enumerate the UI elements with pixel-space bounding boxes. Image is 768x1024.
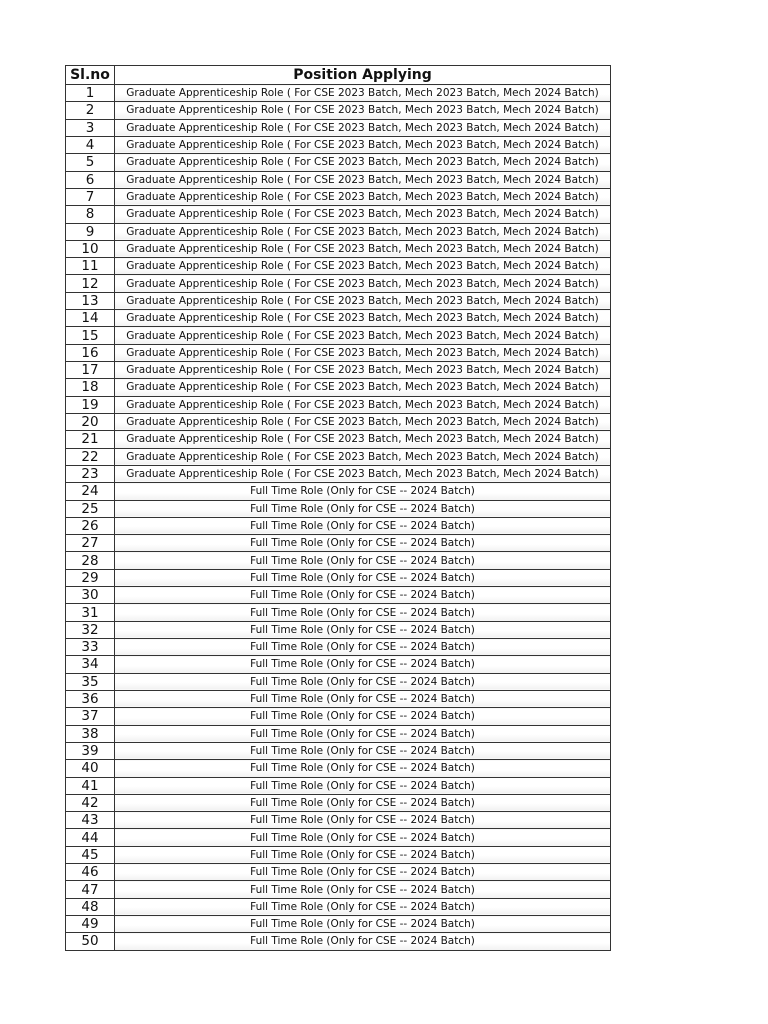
table-row	[66, 379, 611, 396]
position-cell: Full Time Role (Only for CSE -- 2024 Batch)	[115, 639, 611, 656]
serial-number-cell: 25	[66, 500, 115, 517]
serial-number-cell: 27	[66, 535, 115, 552]
serial-number-cell: 50	[66, 933, 115, 950]
position-cell: Full Time Role (Only for CSE -- 2024 Batch)	[115, 725, 611, 742]
serial-number-cell: 17	[66, 362, 115, 379]
table-row	[66, 465, 611, 482]
table-row	[66, 413, 611, 430]
position-cell: Graduate Apprenticeship Role ( For CSE 2023 Batch, Mech 2023 Batch, Mech 2024 Batch)	[115, 223, 611, 240]
table-row	[66, 119, 611, 136]
table-row	[66, 794, 611, 811]
serial-number-cell: 14	[66, 310, 115, 327]
header-slno: Sl.no	[66, 66, 115, 85]
table-row	[66, 102, 611, 119]
position-cell: Full Time Role (Only for CSE -- 2024 Batch)	[115, 621, 611, 638]
position-cell: Graduate Apprenticeship Role ( For CSE 2023 Batch, Mech 2023 Batch, Mech 2024 Batch)	[115, 413, 611, 430]
serial-number-cell: 16	[66, 344, 115, 361]
position-cell: Full Time Role (Only for CSE -- 2024 Batch)	[115, 587, 611, 604]
table-row	[66, 933, 611, 950]
table-row	[66, 760, 611, 777]
serial-number-cell: 29	[66, 569, 115, 586]
table-row	[66, 223, 611, 240]
table-row	[66, 690, 611, 707]
position-cell: Graduate Apprenticeship Role ( For CSE 2023 Batch, Mech 2023 Batch, Mech 2024 Batch)	[115, 119, 611, 136]
serial-number-cell: 46	[66, 864, 115, 881]
position-cell: Full Time Role (Only for CSE -- 2024 Batch)	[115, 569, 611, 586]
position-cell: Graduate Apprenticeship Role ( For CSE 2023 Batch, Mech 2023 Batch, Mech 2024 Batch)	[115, 465, 611, 482]
position-cell: Full Time Role (Only for CSE -- 2024 Batch)	[115, 916, 611, 933]
table-row	[66, 742, 611, 759]
position-cell: Full Time Role (Only for CSE -- 2024 Batch)	[115, 898, 611, 915]
table-row	[66, 310, 611, 327]
table-row	[66, 916, 611, 933]
position-cell: Full Time Role (Only for CSE -- 2024 Batch)	[115, 846, 611, 863]
header-row	[66, 66, 611, 85]
serial-number-cell: 31	[66, 604, 115, 621]
position-cell: Graduate Apprenticeship Role ( For CSE 2023 Batch, Mech 2023 Batch, Mech 2024 Batch)	[115, 396, 611, 413]
table-row	[66, 656, 611, 673]
table-row	[66, 552, 611, 569]
serial-number-cell: 36	[66, 690, 115, 707]
positions-table	[65, 65, 611, 951]
serial-number-cell: 47	[66, 881, 115, 898]
serial-number-cell: 4	[66, 136, 115, 153]
position-cell: Full Time Role (Only for CSE -- 2024 Batch)	[115, 604, 611, 621]
table-row	[66, 725, 611, 742]
table-row	[66, 344, 611, 361]
position-cell: Full Time Role (Only for CSE -- 2024 Batch)	[115, 777, 611, 794]
position-cell: Full Time Role (Only for CSE -- 2024 Batch)	[115, 500, 611, 517]
table-row	[66, 327, 611, 344]
table-row	[66, 154, 611, 171]
position-cell: Graduate Apprenticeship Role ( For CSE 2023 Batch, Mech 2023 Batch, Mech 2024 Batch)	[115, 188, 611, 205]
table-row	[66, 362, 611, 379]
serial-number-cell: 11	[66, 258, 115, 275]
serial-number-cell: 39	[66, 742, 115, 759]
table-row	[66, 240, 611, 257]
serial-number-cell: 22	[66, 448, 115, 465]
serial-number-cell: 42	[66, 794, 115, 811]
serial-number-cell: 19	[66, 396, 115, 413]
serial-number-cell: 35	[66, 673, 115, 690]
serial-number-cell: 26	[66, 517, 115, 534]
serial-number-cell: 49	[66, 916, 115, 933]
table-row	[66, 396, 611, 413]
table-row	[66, 517, 611, 534]
serial-number-cell: 43	[66, 812, 115, 829]
table-row	[66, 292, 611, 309]
position-cell: Graduate Apprenticeship Role ( For CSE 2023 Batch, Mech 2023 Batch, Mech 2024 Batch)	[115, 206, 611, 223]
table-row	[66, 587, 611, 604]
table-row	[66, 777, 611, 794]
position-cell: Graduate Apprenticeship Role ( For CSE 2023 Batch, Mech 2023 Batch, Mech 2024 Batch)	[115, 362, 611, 379]
table-row	[66, 483, 611, 500]
position-cell: Graduate Apprenticeship Role ( For CSE 2023 Batch, Mech 2023 Batch, Mech 2024 Batch)	[115, 448, 611, 465]
header-position: Position Applying	[115, 66, 611, 85]
position-cell: Full Time Role (Only for CSE -- 2024 Batch)	[115, 483, 611, 500]
table-row	[66, 569, 611, 586]
serial-number-cell: 48	[66, 898, 115, 915]
table-row	[66, 171, 611, 188]
table-row	[66, 812, 611, 829]
serial-number-cell: 10	[66, 240, 115, 257]
position-cell: Graduate Apprenticeship Role ( For CSE 2023 Batch, Mech 2023 Batch, Mech 2024 Batch)	[115, 102, 611, 119]
serial-number-cell: 40	[66, 760, 115, 777]
serial-number-cell: 38	[66, 725, 115, 742]
position-cell: Graduate Apprenticeship Role ( For CSE 2023 Batch, Mech 2023 Batch, Mech 2024 Batch)	[115, 154, 611, 171]
serial-number-cell: 30	[66, 587, 115, 604]
serial-number-cell: 12	[66, 275, 115, 292]
serial-number-cell: 5	[66, 154, 115, 171]
table-row	[66, 639, 611, 656]
table-row	[66, 431, 611, 448]
serial-number-cell: 8	[66, 206, 115, 223]
position-cell: Graduate Apprenticeship Role ( For CSE 2023 Batch, Mech 2023 Batch, Mech 2024 Batch)	[115, 431, 611, 448]
serial-number-cell: 3	[66, 119, 115, 136]
position-cell: Full Time Role (Only for CSE -- 2024 Batch)	[115, 881, 611, 898]
serial-number-cell: 15	[66, 327, 115, 344]
table-row	[66, 673, 611, 690]
serial-number-cell: 18	[66, 379, 115, 396]
serial-number-cell: 32	[66, 621, 115, 638]
table-row	[66, 604, 611, 621]
table-row	[66, 206, 611, 223]
table-row	[66, 898, 611, 915]
position-cell: Graduate Apprenticeship Role ( For CSE 2023 Batch, Mech 2023 Batch, Mech 2024 Batch)	[115, 275, 611, 292]
table-row	[66, 621, 611, 638]
serial-number-cell: 21	[66, 431, 115, 448]
serial-number-cell: 9	[66, 223, 115, 240]
position-cell: Full Time Role (Only for CSE -- 2024 Batch)	[115, 742, 611, 759]
serial-number-cell: 28	[66, 552, 115, 569]
position-cell: Graduate Apprenticeship Role ( For CSE 2023 Batch, Mech 2023 Batch, Mech 2024 Batch)	[115, 136, 611, 153]
position-cell: Graduate Apprenticeship Role ( For CSE 2023 Batch, Mech 2023 Batch, Mech 2024 Batch)	[115, 258, 611, 275]
position-cell: Full Time Role (Only for CSE -- 2024 Batch)	[115, 794, 611, 811]
position-cell: Full Time Role (Only for CSE -- 2024 Batch)	[115, 829, 611, 846]
position-cell: Graduate Apprenticeship Role ( For CSE 2023 Batch, Mech 2023 Batch, Mech 2024 Batch)	[115, 310, 611, 327]
position-cell: Full Time Role (Only for CSE -- 2024 Batch)	[115, 517, 611, 534]
table-row	[66, 500, 611, 517]
serial-number-cell: 44	[66, 829, 115, 846]
serial-number-cell: 41	[66, 777, 115, 794]
serial-number-cell: 24	[66, 483, 115, 500]
serial-number-cell: 2	[66, 102, 115, 119]
table-row	[66, 136, 611, 153]
table-row	[66, 829, 611, 846]
position-cell: Graduate Apprenticeship Role ( For CSE 2023 Batch, Mech 2023 Batch, Mech 2024 Batch)	[115, 240, 611, 257]
table-row	[66, 535, 611, 552]
table-row	[66, 188, 611, 205]
table-row	[66, 258, 611, 275]
table-row	[66, 85, 611, 102]
table-row	[66, 275, 611, 292]
serial-number-cell: 7	[66, 188, 115, 205]
position-cell: Graduate Apprenticeship Role ( For CSE 2023 Batch, Mech 2023 Batch, Mech 2024 Batch)	[115, 85, 611, 102]
serial-number-cell: 37	[66, 708, 115, 725]
serial-number-cell: 45	[66, 846, 115, 863]
serial-number-cell: 1	[66, 85, 115, 102]
serial-number-cell: 34	[66, 656, 115, 673]
serial-number-cell: 20	[66, 413, 115, 430]
position-cell: Full Time Role (Only for CSE -- 2024 Batch)	[115, 812, 611, 829]
position-cell: Graduate Apprenticeship Role ( For CSE 2023 Batch, Mech 2023 Batch, Mech 2024 Batch)	[115, 327, 611, 344]
table-row	[66, 448, 611, 465]
table-body	[66, 85, 611, 951]
position-cell: Full Time Role (Only for CSE -- 2024 Batch)	[115, 690, 611, 707]
table-row	[66, 864, 611, 881]
position-cell: Graduate Apprenticeship Role ( For CSE 2023 Batch, Mech 2023 Batch, Mech 2024 Batch)	[115, 171, 611, 188]
table-row	[66, 846, 611, 863]
position-cell: Full Time Role (Only for CSE -- 2024 Batch)	[115, 760, 611, 777]
serial-number-cell: 6	[66, 171, 115, 188]
position-cell: Graduate Apprenticeship Role ( For CSE 2023 Batch, Mech 2023 Batch, Mech 2024 Batch)	[115, 292, 611, 309]
table-row	[66, 881, 611, 898]
position-cell: Full Time Role (Only for CSE -- 2024 Batch)	[115, 535, 611, 552]
position-cell: Full Time Role (Only for CSE -- 2024 Batch)	[115, 933, 611, 950]
position-cell: Full Time Role (Only for CSE -- 2024 Batch)	[115, 552, 611, 569]
position-cell: Full Time Role (Only for CSE -- 2024 Batch)	[115, 864, 611, 881]
serial-number-cell: 33	[66, 639, 115, 656]
position-cell: Full Time Role (Only for CSE -- 2024 Batch)	[115, 708, 611, 725]
serial-number-cell: 23	[66, 465, 115, 482]
table-row	[66, 708, 611, 725]
position-cell: Graduate Apprenticeship Role ( For CSE 2023 Batch, Mech 2023 Batch, Mech 2024 Batch)	[115, 344, 611, 361]
serial-number-cell: 13	[66, 292, 115, 309]
position-cell: Full Time Role (Only for CSE -- 2024 Batch)	[115, 673, 611, 690]
position-cell: Graduate Apprenticeship Role ( For CSE 2023 Batch, Mech 2023 Batch, Mech 2024 Batch)	[115, 379, 611, 396]
position-cell: Full Time Role (Only for CSE -- 2024 Batch)	[115, 656, 611, 673]
